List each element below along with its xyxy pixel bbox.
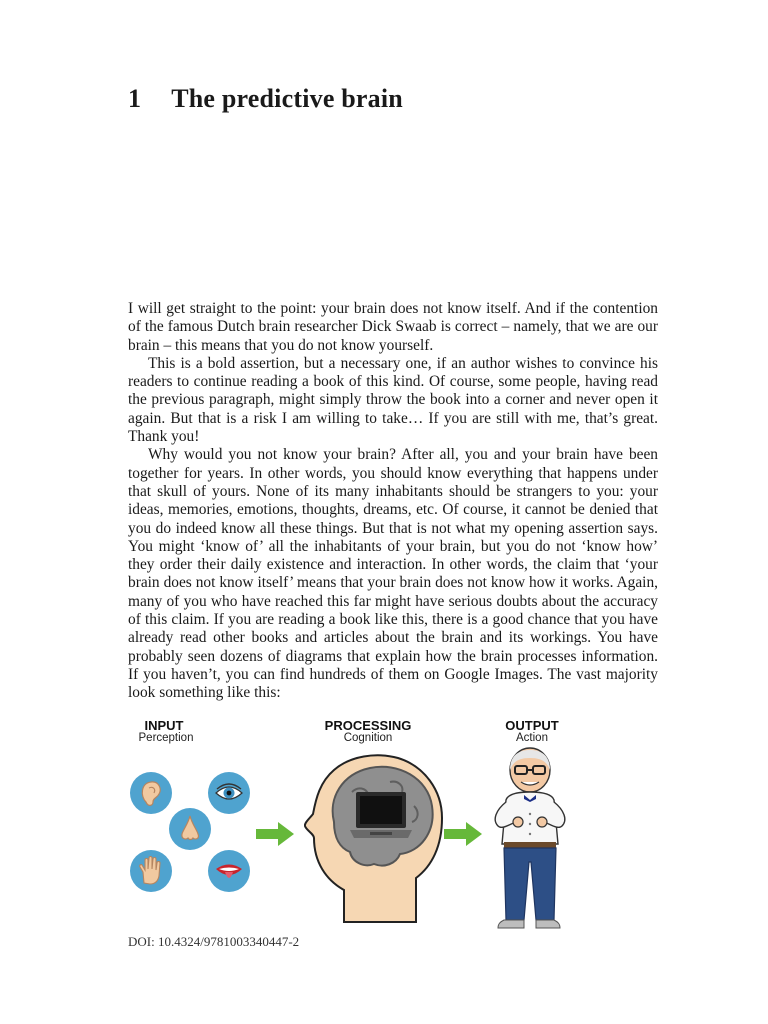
head-icon — [304, 752, 446, 926]
output-title: OUTPUT — [505, 718, 559, 733]
input-subtitle: Perception — [138, 732, 194, 744]
processing-title: PROCESSING — [324, 718, 412, 733]
chapter-title: The predictive brain — [171, 84, 403, 113]
paragraph: This is a bold assertion, but a necessary one, if an author wishes to convince his readers to continue reading a book of this kind. Of course, some people, having read the previous paragraph, might simply throw the book into a corner and never open it again. But that is a risk I am willing to take… If you are still with me, that’s great. Thank you! — [128, 354, 658, 446]
processing-subtitle: Cognition — [343, 732, 393, 744]
output-subtitle: Action — [516, 732, 548, 744]
arrow-icon — [444, 822, 482, 846]
input-processing-output-diagram — [128, 716, 598, 936]
arrow-icon — [256, 822, 294, 846]
mouth-icon — [208, 850, 250, 892]
person-illustration — [484, 744, 576, 936]
doi-footer: DOI: 10.4324/9781003340447-2 — [128, 934, 300, 949]
ear-icon — [130, 772, 172, 814]
paragraph: I will get straight to the point: your brain does not know itself. And if the contention of the famous Dutch brain researcher Dick Swaab is correct – namely, that we are our brain – this means that you do not know yourself. — [128, 300, 658, 354]
input-title: INPUT — [144, 718, 184, 733]
chapter-number: 1 — [128, 84, 142, 113]
hand-icon — [130, 850, 172, 892]
chapter-heading — [128, 84, 403, 114]
nose-icon — [169, 808, 211, 850]
laptop-icon — [350, 792, 412, 838]
body-text — [128, 300, 658, 703]
paragraph: Why would you not know your brain? After all, you and your brain have been together for years. In other words, you should know everything that happens under that skull of yours. None of its many inhabitants should be strangers to you: your ideas, memories, emotions, thoughts, dreams, etc. Of course, it cannot be denied that you do indeed know all these things. But that is not what my opening assertion says. You might ‘know of’ all the inhabitants of your brain, but you do not ‘know how’ they order their daily existence and interaction. In other words, the claim that ‘your brain does not know itself’ means that your brain does not know how it works. Again, many of you who have reached this far might have serious doubts about the accuracy of this claim. If you are reading a book like this, there is a good chance that you have already read other books and articles about the brain and its workings. You have probably seen dozens of diagrams that explain how the brain processes information. If you haven’t, you can find hundreds of them on Google Images. The vast majority look something like this: — [128, 446, 658, 702]
eye-icon — [208, 772, 250, 814]
